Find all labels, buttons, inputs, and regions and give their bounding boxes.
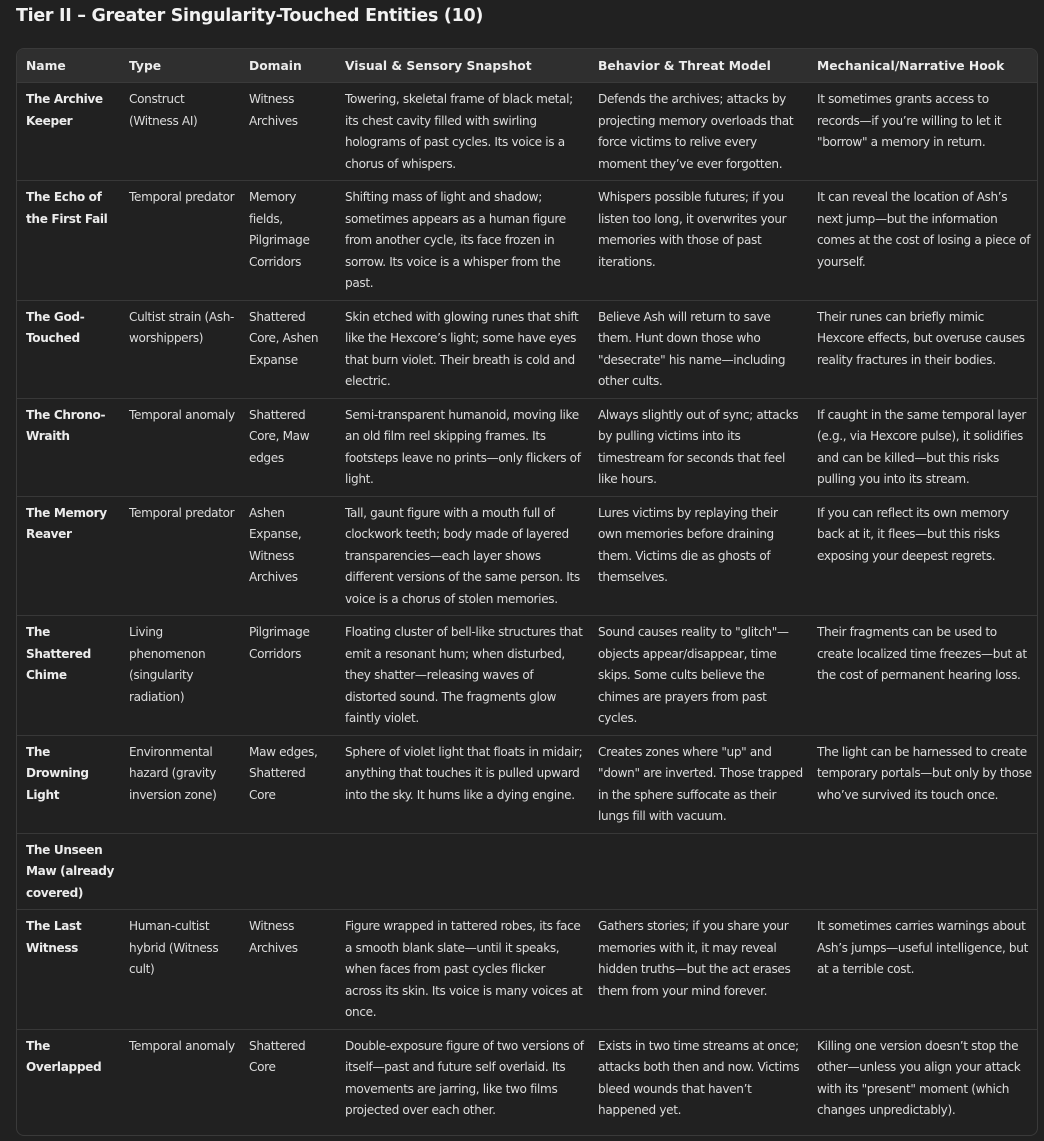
page-heading: Tier II – Greater Singularity-Touched Entities (10) — [16, 6, 484, 26]
table-row — [17, 616, 1037, 736]
cell-visual: Double-exposure figure of two versions of itself—past and future self overlaid. Its movements are jarring, like two films projected over each other. — [345, 1038, 584, 1117]
cell-domain: Ashen Expanse, Witness Archives — [240, 496, 336, 616]
cell-name: The Drowning Light — [17, 735, 120, 833]
table-row — [17, 496, 1037, 616]
cell-name: The Chrono-Wraith — [17, 398, 120, 496]
cell-hook: If caught in the same temporal layer (e.g., via Hexcore pulse), it solidifies and can be killed—but this risks pulling you into its stream. — [808, 398, 1037, 496]
cell-behavior: Sound causes reality to "glitch"—objects appear/disappear, time skips. Some cults believe the chimes are prayers from past cycles. — [589, 616, 808, 736]
cell-hook: If you can reflect its own memory back at it, it flees—but this risks exposing your deepest regrets. — [808, 496, 1037, 616]
cell-domain: Maw edges, Shattered Core — [240, 735, 336, 833]
cell-type: Construct (Witness AI) — [120, 83, 240, 181]
cell-type: Human-cultist hybrid (Witness cult) — [120, 910, 240, 1030]
table-row — [17, 833, 1037, 910]
cell-name: The Archive Keeper — [17, 83, 120, 181]
table-row — [17, 181, 1037, 301]
cell-type: Temporal predator — [120, 496, 240, 616]
cell-hook: Their runes can briefly mimic Hexcore effects, but overuse causes reality fractures in their bodies. — [808, 300, 1037, 398]
cell-name: The Memory Reaver — [17, 496, 120, 616]
cell-type: Temporal anomaly — [120, 398, 240, 496]
cell-type: Temporal anomaly — [129, 1038, 235, 1053]
cell-name: The Echo of the First Fail — [17, 181, 120, 301]
cell-hook: It can reveal the location of Ash’s next jump—but the information comes at the cost of losing a piece of yourself. — [808, 181, 1037, 301]
cell-domain: Shattered Core, Maw edges — [240, 398, 336, 496]
cell-hook: It sometimes carries warnings about Ash’s jumps—useful intelligence, but at a terrible cost. — [808, 910, 1037, 1030]
cell-behavior: Whispers possible futures; if you listen too long, it overwrites your memories with those of past iterations. — [589, 181, 808, 301]
table-row — [17, 83, 1037, 181]
cell-behavior: Gathers stories; if you share your memories with it, it may reveal hidden truths—but the act erases them from your mind forever. — [589, 910, 808, 1030]
cell-visual — [336, 833, 589, 910]
cell-hook — [808, 833, 1037, 910]
cell-visual: Floating cluster of bell-like structures that emit a resonant hum; when disturbed, they shatter—releasing waves of distorted sound. The fragments glow faintly violet. — [336, 616, 589, 736]
cell-name: The Shattered Chime — [17, 616, 120, 736]
cell-behavior: Lures victims by replaying their own memories before draining them. Victims die as ghosts of themselves. — [589, 496, 808, 616]
header-visual: Visual & Sensory Snapshot — [336, 49, 589, 83]
header-hook: Mechanical/Narrative Hook — [808, 49, 1037, 83]
cell-domain: Shattered Core — [249, 1038, 306, 1074]
cell-name: The Last Witness — [17, 910, 120, 1030]
table-row — [17, 300, 1037, 398]
header-row — [17, 49, 1037, 83]
table-row — [17, 735, 1037, 833]
cell-domain: Pilgrimage Corridors — [240, 616, 336, 736]
cell-visual: Sphere of violet light that floats in midair; anything that touches it is pulled upward into the sky. It hums like a dying engine. — [336, 735, 589, 833]
cell-domain — [240, 833, 336, 910]
header-name: Name — [17, 49, 120, 83]
cell-visual: Semi-transparent humanoid, moving like an old film reel skipping frames. Its footsteps leave no prints—only flickers of light. — [336, 398, 589, 496]
cell-hook: It sometimes grants access to records—if you’re willing to let it "borrow" a memory in return. — [808, 83, 1037, 181]
cell-behavior: Believe Ash will return to save them. Hunt down those who "desecrate" his name—including other cults. — [589, 300, 808, 398]
header-domain: Domain — [240, 49, 336, 83]
cell-name: The Overlapped — [26, 1038, 102, 1074]
cell-hook: The light can be harnessed to create temporary portals—but only by those who’ve survived its touch once. — [808, 735, 1037, 833]
header-type: Type — [120, 49, 240, 83]
table-row — [17, 1029, 1037, 1127]
cell-visual: Towering, skeletal frame of black metal; its chest cavity filled with swirling holograms of past cycles. Its voice is a chorus of whispers. — [336, 83, 589, 181]
cell-visual: Shifting mass of light and shadow; sometimes appears as a human figure from another cycle, its face frozen in sorrow. Its voice is a whisper from the past. — [336, 181, 589, 301]
cell-domain: Witness Archives — [240, 83, 336, 181]
cell-hook: Their fragments can be used to create localized time freezes—but at the cost of permanent hearing loss. — [808, 616, 1037, 736]
cell-type — [120, 833, 240, 910]
cell-domain: Shattered Core, Ashen Expanse — [240, 300, 336, 398]
cell-type: Environmental hazard (gravity inversion zone) — [120, 735, 240, 833]
cell-visual: Skin etched with glowing runes that shift like the Hexcore’s light; some have eyes that burn violet. Their breath is cold and electric. — [336, 300, 589, 398]
cell-type: Living phenomenon (singularity radiation) — [120, 616, 240, 736]
table-row — [17, 398, 1037, 496]
cell-visual: Tall, gaunt figure with a mouth full of clockwork teeth; body made of layered transparencies—each layer shows different versions of the same person. Its voice is a chorus of stolen memories. — [336, 496, 589, 616]
cell-type: Cultist strain (Ash-worshippers) — [120, 300, 240, 398]
cell-domain: Witness Archives — [240, 910, 336, 1030]
cell-name: The Unseen Maw (already covered) — [17, 833, 120, 910]
entities-table — [17, 49, 1037, 1127]
cell-behavior: Exists in two time streams at once; attacks both then and now. Victims bleed wounds that haven’t happened yet. — [598, 1038, 800, 1117]
entities-table-container — [16, 48, 1038, 1136]
cell-visual: Figure wrapped in tattered robes, its face a smooth blank slate—until it speaks, when faces from past cycles flicker across its skin. Its voice is many voices at once. — [336, 910, 589, 1030]
cell-behavior — [589, 833, 808, 910]
cell-behavior: Defends the archives; attacks by projecting memory overloads that force victims to relive every moment they’ve ever forgotten. — [589, 83, 808, 181]
cell-name: The God-Touched — [17, 300, 120, 398]
table-body — [17, 83, 1037, 1127]
cell-domain: Memory fields, Pilgrimage Corridors — [240, 181, 336, 301]
cell-behavior: Creates zones where "up" and "down" are inverted. Those trapped in the sphere suffocate as their lungs fill with vacuum. — [589, 735, 808, 833]
table-header — [17, 49, 1037, 83]
cell-behavior: Always slightly out of sync; attacks by pulling victims into its timestream for seconds that feel like hours. — [589, 398, 808, 496]
table-row — [17, 910, 1037, 1030]
cell-hook: Killing one version doesn’t stop the other—unless you align your attack with its "present" moment (which changes unpredictably). — [817, 1038, 1021, 1117]
cell-type: Temporal predator — [120, 181, 240, 301]
header-behavior: Behavior & Threat Model — [589, 49, 808, 83]
